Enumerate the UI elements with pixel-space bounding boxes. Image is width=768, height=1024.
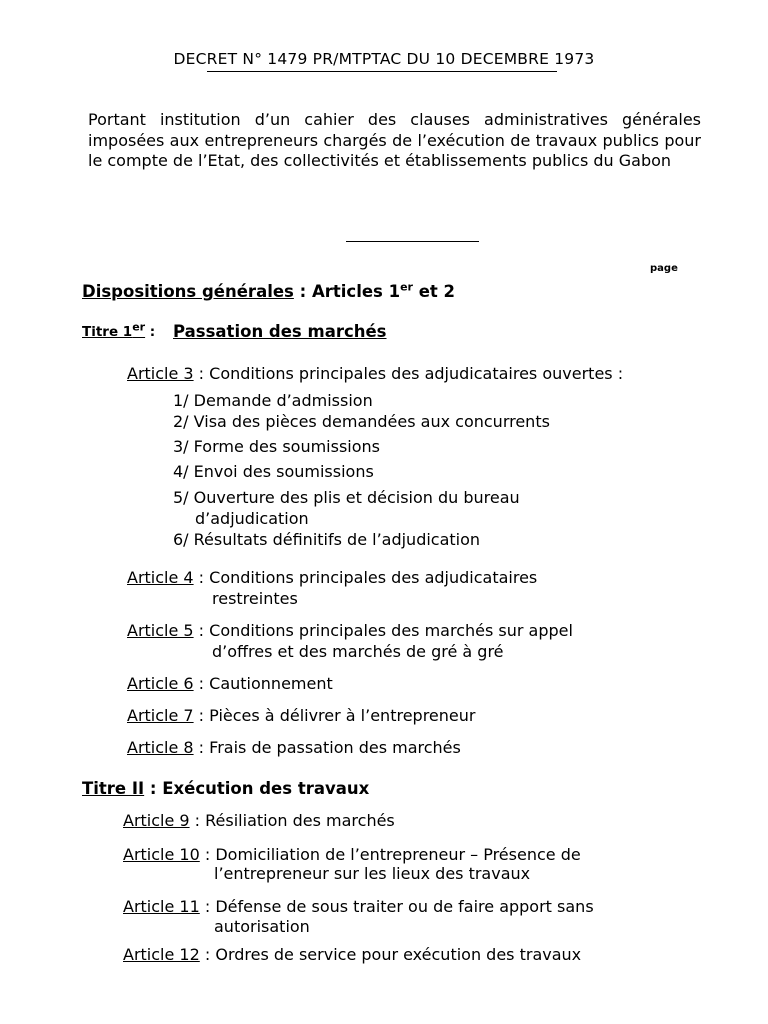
superscript: er: [132, 320, 146, 334]
page-column-label: page: [650, 263, 678, 274]
general-articles: [312, 282, 455, 301]
titre2-heading: [82, 779, 369, 799]
decree-title: DECRET N° 1479 PR/MTPTAC DU 10 DECEMBRE 1973: [173, 50, 595, 68]
article-12-label: Article 12: [123, 945, 200, 964]
article-8-entry: [127, 738, 461, 758]
separator-text: :: [293, 282, 312, 301]
list-item-continuation: d’adjudication: [195, 509, 309, 528]
article-10-text: : Domiciliation de l’entrepreneur – Présence de: [199, 845, 581, 864]
label-text: Titre 1: [82, 324, 133, 340]
article-5-label: Article 5: [127, 621, 194, 640]
intro-line: imposées aux entrepreneurs chargés de l’exécution de travaux publics pour: [88, 130, 701, 150]
article-3-text: : Conditions principales des adjudicataires ouvertes :: [193, 364, 624, 383]
articles-text: et 2: [412, 282, 456, 301]
article-5-text: : Conditions principales des marchés sur appel: [193, 621, 573, 640]
list-item: 5/ Ouverture des plis et décision du bureau: [173, 488, 520, 507]
article-10-continuation: l’entrepreneur sur les lieux des travaux: [214, 864, 531, 883]
article-10-label: Article 10: [123, 845, 200, 864]
article-6-entry: [127, 674, 333, 694]
title-underline: [207, 71, 557, 72]
decree-intro: [88, 110, 701, 172]
article-11-continuation: autorisation: [214, 917, 310, 936]
titre2-label: Titre II: [82, 779, 145, 798]
article-10-entry: [123, 845, 581, 865]
article-12-entry: [123, 945, 581, 965]
separator-rule: [346, 241, 479, 242]
list-item: 2/ Visa des pièces demandées aux concurrents: [173, 412, 550, 431]
list-item: 6/ Résultats définitifs de l’adjudication: [173, 530, 481, 549]
article-7-label: Article 7: [127, 706, 194, 725]
label-text: :: [145, 324, 156, 340]
article-9-text: : Résiliation des marchés: [189, 811, 395, 830]
article-11-text: : Défense de sous traiter ou de faire apport sans: [199, 897, 594, 916]
article-6-text: : Cautionnement: [193, 674, 333, 693]
list-item: 4/ Envoi des soumissions: [173, 462, 374, 481]
article-9-label: Article 9: [123, 811, 190, 830]
article-4-continuation: restreintes: [212, 589, 298, 608]
article-3-entry: [127, 364, 623, 384]
article-4-label: Article 4: [127, 568, 194, 587]
intro-line: le compte de l’Etat, des collectivités et établissements publics du Gabon: [88, 151, 672, 170]
intro-line: Portant institution d’un cahier des clauses administratives générales: [88, 110, 701, 129]
article-9-entry: [123, 811, 395, 831]
general-provisions-label: Dispositions générales: [82, 282, 294, 301]
article-11-label: Article 11: [123, 897, 200, 916]
titre2-heading-text: : Exécution des travaux: [144, 779, 370, 798]
superscript: er: [400, 280, 413, 294]
article-6-label: Article 6: [127, 674, 194, 693]
titre1-label: [82, 322, 155, 342]
titre1-label-text: [82, 320, 146, 340]
article-5-entry: [127, 621, 573, 641]
article-7-entry: [127, 706, 475, 726]
article-12-text: : Ordres de service pour exécution des travaux: [199, 945, 582, 964]
list-item: 1/ Demande d’admission: [173, 391, 373, 410]
article-4-entry: [127, 568, 537, 588]
article-5-continuation: d’offres et des marchés de gré à gré: [212, 642, 504, 661]
article-7-text: : Pièces à délivrer à l’entrepreneur: [193, 706, 476, 725]
article-11-entry: [123, 897, 594, 917]
titre1-heading: Passation des marchés: [173, 322, 387, 341]
general-provisions-heading: [82, 282, 455, 302]
article-8-text: : Frais de passation des marchés: [193, 738, 461, 757]
articles-text: Articles 1: [311, 282, 401, 301]
article-3-label: Article 3: [127, 364, 194, 383]
list-item: 3/ Forme des soumissions: [173, 437, 380, 456]
article-8-label: Article 8: [127, 738, 194, 757]
article-4-text: : Conditions principales des adjudicataires: [193, 568, 538, 587]
